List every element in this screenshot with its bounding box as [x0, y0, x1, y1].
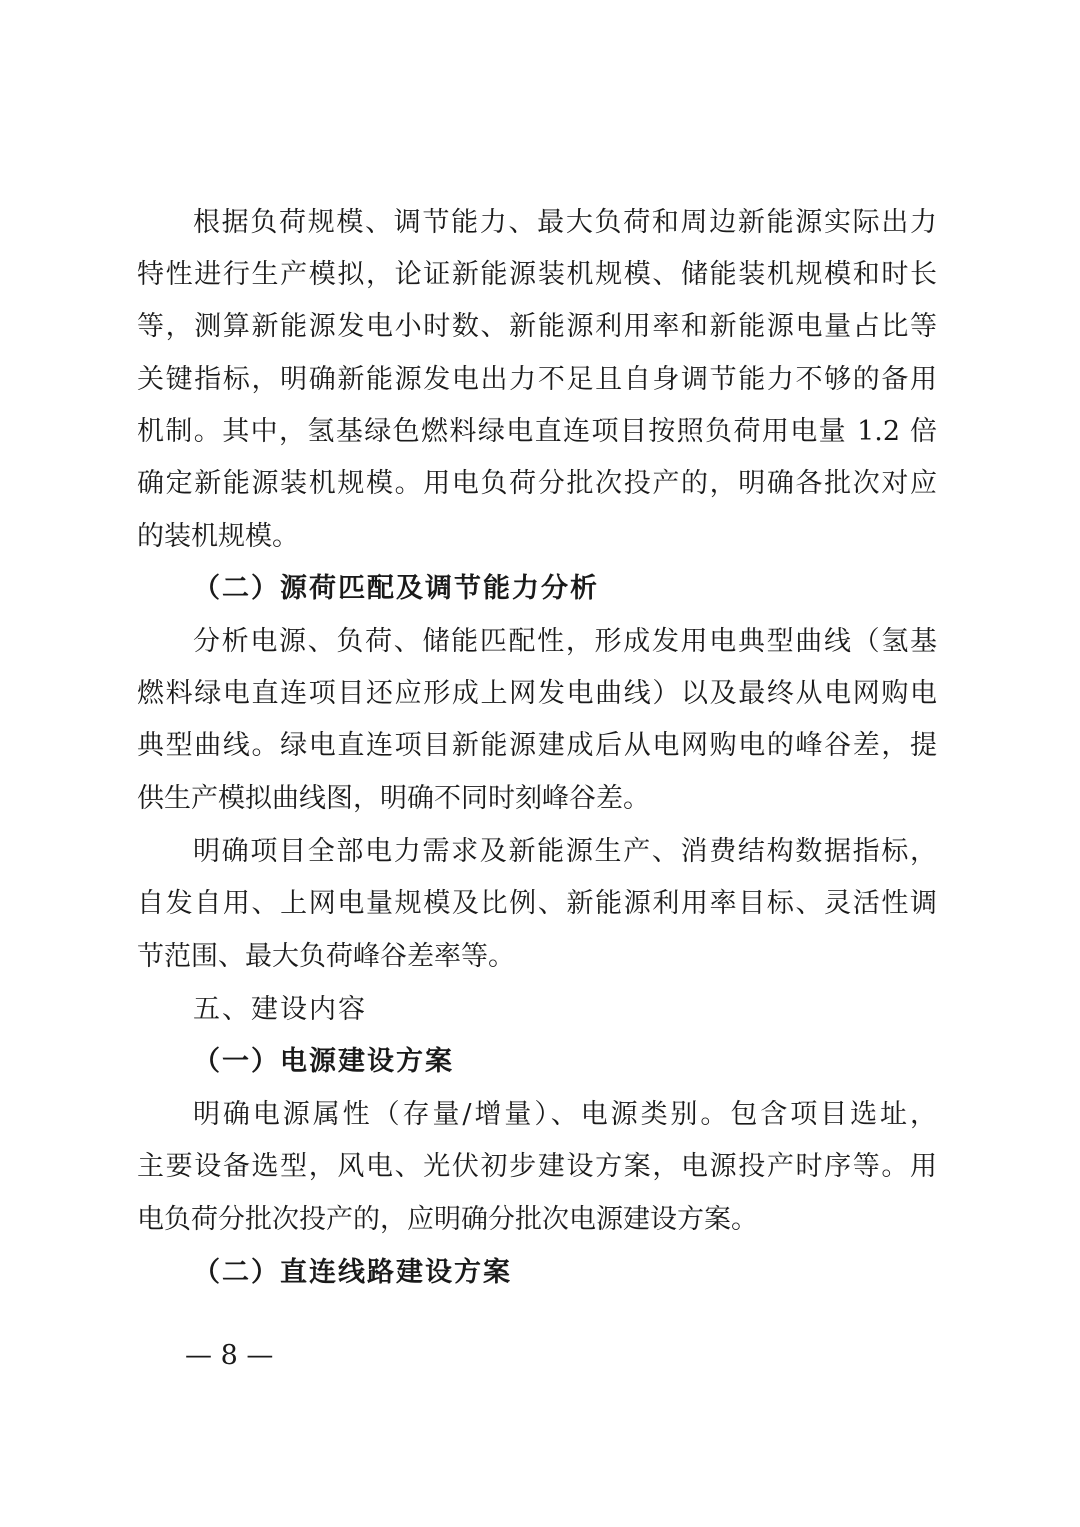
paragraph-line: 节范围、最大负荷峰谷差率等。 — [137, 941, 515, 972]
paragraph-line: 主要设备选型，风电、光伏初步建设方案，电源投产时序等。用 — [137, 1151, 937, 1182]
paragraph-line: 明确项目全部电力需求及新能源生产、消费结构数据指标， — [193, 836, 937, 867]
paragraph-line: 分析电源、负荷、储能匹配性，形成发用电典型曲线（氢基 — [193, 626, 937, 657]
paragraph-line: 自发自用、上网电量规模及比例、新能源利用率目标、灵活性调 — [137, 888, 937, 919]
paragraph-line: 的装机规模。 — [137, 521, 299, 552]
paragraph-line: 燃料绿电直连项目还应形成上网发电曲线）以及最终从电网购电 — [137, 678, 937, 709]
paragraph-line: 根据负荷规模、调节能力、最大负荷和周边新能源实际出力 — [193, 207, 937, 238]
paragraph-line: 确定新能源装机规模。用电负荷分批次投产的，明确各批次对应 — [137, 468, 937, 499]
section-heading-source-load: （二）源荷匹配及调节能力分析 — [193, 573, 599, 604]
section-heading-line-plan: （二）直连线路建设方案 — [193, 1257, 512, 1288]
section-heading-construction: 五、建设内容 — [193, 994, 367, 1025]
section-heading-power-plan: （一）电源建设方案 — [193, 1046, 454, 1077]
paragraph-line: 典型曲线。绿电直连项目新能源建成后从电网购电的峰谷差，提 — [137, 730, 937, 761]
paragraph-line: 供生产模拟曲线图，明确不同时刻峰谷差。 — [137, 783, 650, 814]
paragraph-line: 电负荷分批次投产的，应明确分批次电源建设方案。 — [137, 1204, 758, 1235]
page-number: — 8 — — [185, 1340, 274, 1371]
paragraph-line: 明确电源属性（存量/增量）、电源类别。包含项目选址， — [193, 1099, 937, 1130]
paragraph-line: 关键指标，明确新能源发电出力不足且自身调节能力不够的备用 — [137, 364, 937, 395]
paragraph-line: 特性进行生产模拟，论证新能源装机规模、储能装机规模和时长 — [137, 259, 937, 290]
paragraph-line: 机制。其中，氢基绿色燃料绿电直连项目按照负荷用电量 1.2 倍 — [137, 416, 937, 447]
paragraph-line: 等，测算新能源发电小时数、新能源利用率和新能源电量占比等 — [137, 311, 937, 342]
